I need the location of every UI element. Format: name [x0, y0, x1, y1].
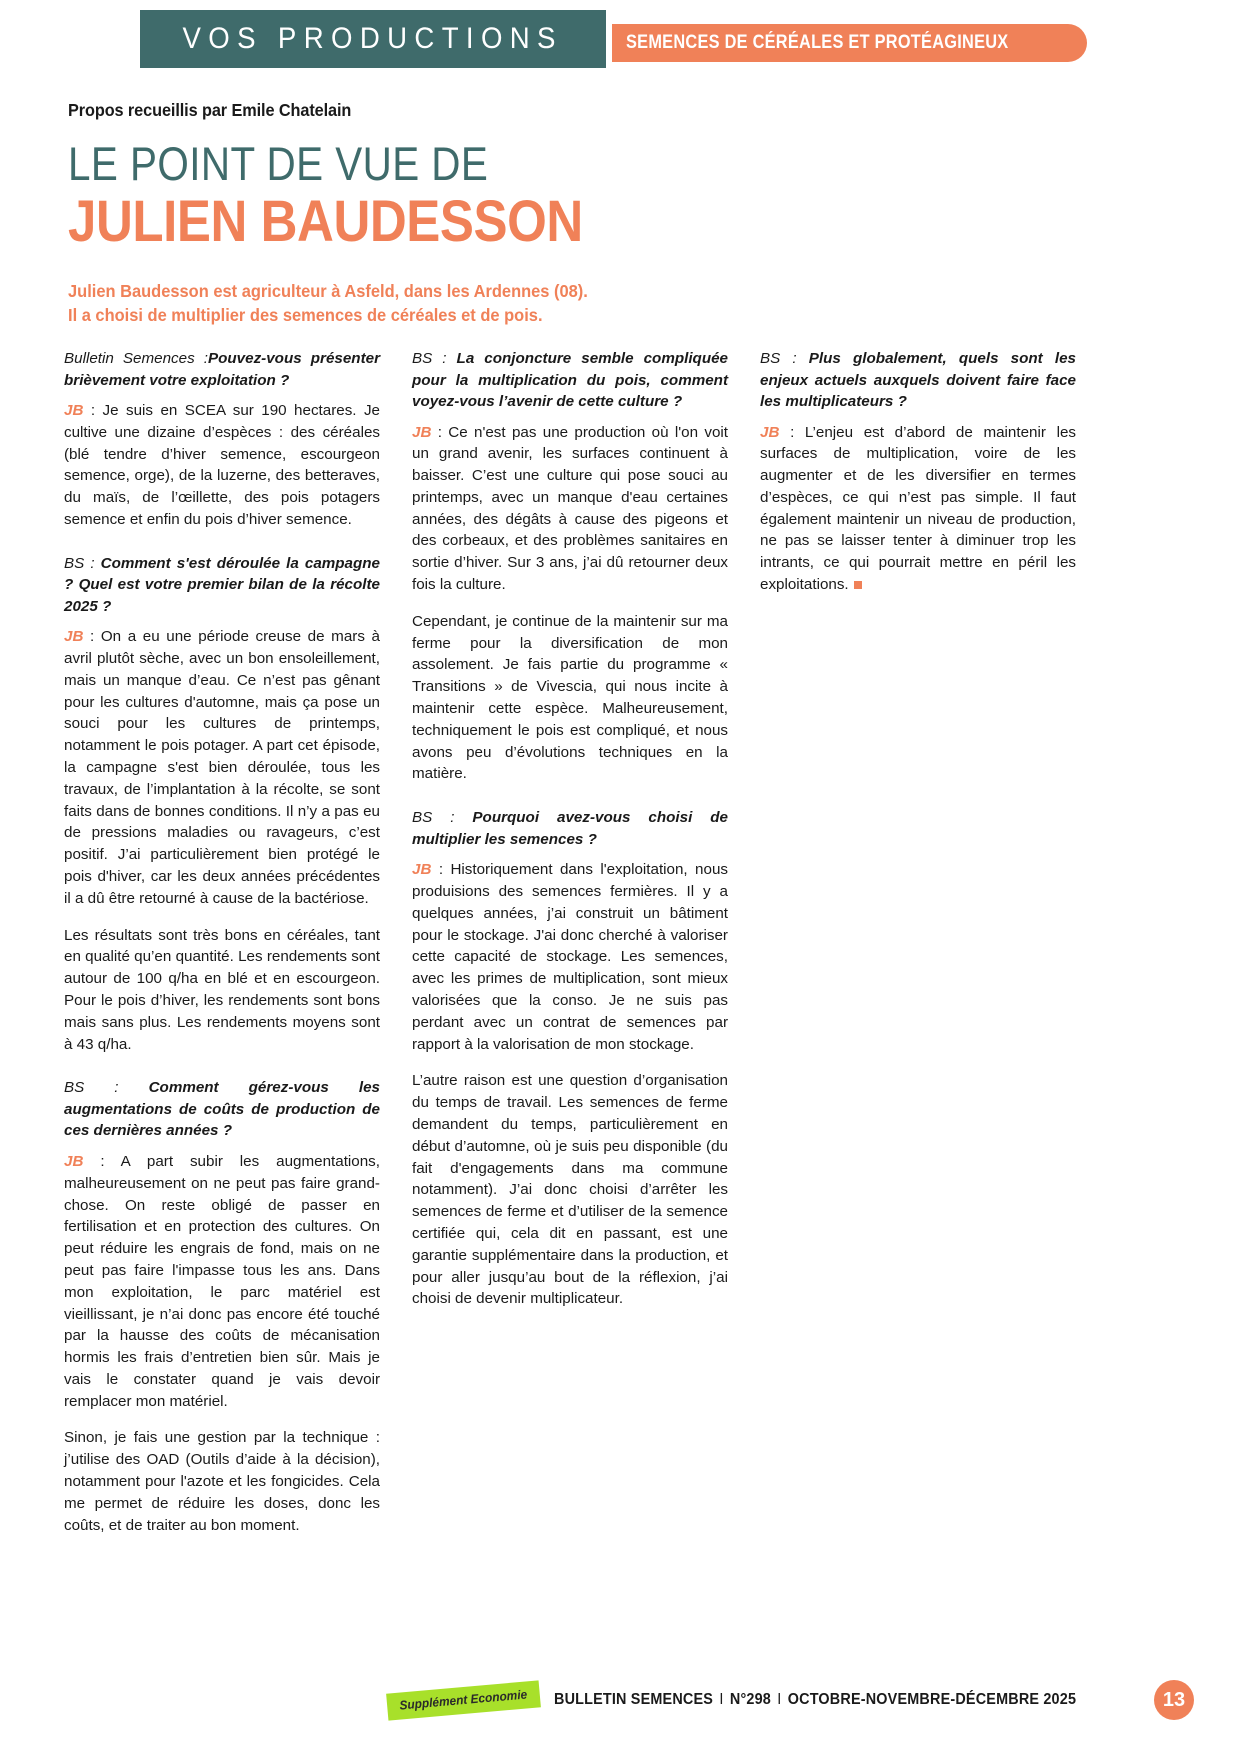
- question-text: Comment s'est déroulée la campagne ? Quel est votre premier bilan de la récolte 2025 ?: [64, 554, 380, 615]
- footer-publication: BULLETIN SEMENCES: [553, 1691, 713, 1708]
- interview-answer: JB : A part subir les augmentations, malheureusement on ne peut pas faire grand-chose. On reste obligé de passer en fertilisation et en protection des cultures. On peut réduire les engrais de fond, mais on ne peut pas faire l'impasse tous les ans. Dans mon exploitation, le parc matériel est vieillissant, je n’ai donc pas encore été touché par la hausse des coûts de mécanisation hormis les frais d’entretien bien sûr. Mais je vais le constater quand je vais devoir remplacer mon matériel.: [64, 1152, 380, 1410]
- interview-question: [412, 807, 728, 850]
- rubric-tag-label: SEMENCES DE CÉRÉALES ET PROTÉAGINEUX: [626, 32, 1009, 53]
- answer-speaker-label: JB: [64, 1152, 84, 1170]
- standfirst-line-2: Il a choisi de multiplier des semences de céréales et de pois.: [68, 305, 543, 325]
- interview-answer: JB : Historiquement dans l'exploitation, nous produisions des semences fermières. Il y a quelques années, j’ai construit un bâtiment pour le stockage. J'ai donc cherché à valoriser cette capacité de stockage. Les semences, avec les primes de multiplication, sont mieux valorisées que la conso. Je ne suis pas perdant avec un contrat de semences par rapport à la valorisation de mon stockage.: [412, 861, 728, 1053]
- article-column-3: [760, 348, 1076, 1551]
- section-tab-label: VOS PRODUCTIONS: [182, 22, 564, 55]
- article-column-2: [412, 348, 728, 1551]
- page-number-badge: 13: [1154, 1680, 1194, 1720]
- article-title-block: [68, 100, 768, 327]
- answer-speaker-label: JB: [64, 402, 84, 419]
- interview-question: [760, 348, 1076, 413]
- footer-date: OCTOBRE-NOVEMBRE-DÉCEMBRE 2025: [787, 1691, 1076, 1708]
- question-lead: BS :: [64, 554, 101, 572]
- rubric-tag: [612, 24, 1087, 62]
- interview-answer: JB : On a eu une période creuse de mars à avril plutôt sèche, avec un bon ensoleillement, mais un manque d’eau. Ce n’est pas gênant pour les cultures d'automne, mais ça pose un souci pour les cultures de printemps, notamment le pois potager. A part cet épisode, la campagne s'est bien déroulée, tous les travaux, de l’implantation à la récolte, se sont faits dans de bonnes conditions. Il n’y a pas eu de pressions maladies ou ravageurs, c’est positif. J’ai particulièrement bien protégé le pois d'hiver, car les deux années précédentes il a dû être retourné à cause de la bactériose.: [64, 628, 380, 907]
- interview-question: [64, 348, 380, 391]
- answer-continuation-paragraph: Cependant, je continue de la maintenir sur ma ferme pour la diversification de mon assolement. Je fais partie du programme « Transitions » de Vivescia, qui nous incite à maintenir cette espèce. Malheureusement, techniquement le pois est compliqué, et nous avons peu d’évolutions techniques en la matière.: [412, 612, 728, 783]
- headline-line-1: LE POINT DE VUE DE: [68, 137, 489, 190]
- question-lead: BS :: [412, 350, 457, 367]
- question-lead: Bulletin Semences :: [64, 350, 208, 367]
- interview-question: [64, 1077, 380, 1142]
- answer-speaker-label: JB: [760, 423, 780, 441]
- footer-issue: N°298: [729, 1691, 771, 1708]
- question-lead: BS :: [760, 350, 809, 367]
- answer-continuation-paragraph: L’autre raison est une question d’organisation du temps de travail. Les semences de ferme demandent du temps, particulièrement en début d’automne, où je suis peu disponible (du fait d'engagements dans ma commune notamment). J’ai donc choisi d’arrêter les semences de ferme et d’utiliser de la semence certifiée qui, cela dit en passant, est une garantie supplémentaire dans la production, et pour aller jusqu’au bout de la réflexion, j’ai choisi de devenir multiplicateur.: [412, 1072, 728, 1308]
- standfirst-line-1: Julien Baudesson est agriculteur à Asfeld, dans les Ardennes (08).: [68, 281, 588, 301]
- byline: Propos recueillis par Emile Chatelain: [68, 100, 352, 120]
- standfirst: [68, 279, 726, 327]
- question-text: Pourquoi avez-vous choisi de multiplier les semences ?: [412, 809, 728, 848]
- answer-speaker-label: JB: [412, 861, 432, 879]
- answer-continuation-paragraph: Les résultats sont très bons en céréales, tant en qualité qu’en quantité. Les rendements sont autour de 100 q/ha en blé et en escourgeon. Pour le pois d’hiver, les rendements sont bons mais sans plus. Les rendements moyens sont à 43 q/ha.: [64, 926, 380, 1053]
- question-text: Plus globalement, quels sont les enjeux actuels auxquels doivent faire face les multiplicateurs ?: [760, 350, 1076, 410]
- interview-answer: JB : L’enjeu est d’abord de maintenir les surfaces de multiplication, voire de les augmenter et de les diversifier en termes d’espèces, ce qui n’est pas simple. Il faut également maintenir un niveau de production, ne pas se laisser tenter à diminuer trop les intrants, ce qui pourrait mettre en péril les exploitations.: [760, 423, 1076, 594]
- article-body-columns: [64, 348, 1176, 1551]
- footer-separator-2: I: [777, 1691, 782, 1708]
- page-footer: [0, 1674, 1240, 1720]
- supplement-tag: [386, 1680, 541, 1720]
- question-text: Pouvez-vous présenter brièvement votre exploitation ?: [64, 350, 380, 389]
- question-lead: BS :: [412, 809, 473, 827]
- interview-question: [64, 553, 380, 618]
- interview-answer: JB : Ce n'est pas une production où l'on voit un grand avenir, les surfaces continuent à baisser. C’est une culture qui pose souci au printemps, avec un manque d'eau certaines années, des dégâts à cause des pigeons et des corbeaux, et des problèmes sanitaires en sortie d’hiver. Sur 3 ans, j’ai dû retourner deux fois la culture.: [412, 423, 728, 594]
- supplement-tag-label: Supplément Economie: [399, 1686, 528, 1713]
- question-lead: BS :: [64, 1079, 149, 1097]
- end-of-article-marker: [854, 581, 862, 589]
- page-header: [0, 10, 1240, 68]
- interview-answer: JB : Je suis en SCEA sur 190 hectares. Je cultive une dizaine d’espèces : des céréales (blé tendre d’hiver semence, escourgeon semence, orge), de la luzerne, des betteraves, du maïs, de l’œillette, des pois potagers semence et enfin du pois d’hiver semence.: [64, 402, 380, 528]
- section-tab: [140, 10, 606, 68]
- answer-speaker-label: JB: [412, 423, 432, 441]
- question-text: La conjoncture semble compliquée pour la multiplication du pois, comment voyez-vous l’avenir de cette culture ?: [412, 350, 729, 410]
- article-column-1: [64, 348, 380, 1551]
- answer-speaker-label: JB: [64, 628, 84, 646]
- headline-line-2: JULIEN BAUDESSON: [68, 189, 583, 254]
- question-text: Comment gérez-vous les augmentations de coûts de production de ces dernières années ?: [64, 1079, 380, 1140]
- footer-meta: [554, 1691, 1076, 1709]
- footer-separator-1: I: [719, 1691, 724, 1708]
- interview-question: [412, 348, 728, 413]
- answer-continuation-paragraph: Sinon, je fais une gestion par la technique : j’utilise des OAD (Outils d’aide à la décision), notamment pour l'azote et les fongicides. Cela me permet de réduire les doses, donc les coûts, et de traiter au bon moment.: [64, 1429, 380, 1534]
